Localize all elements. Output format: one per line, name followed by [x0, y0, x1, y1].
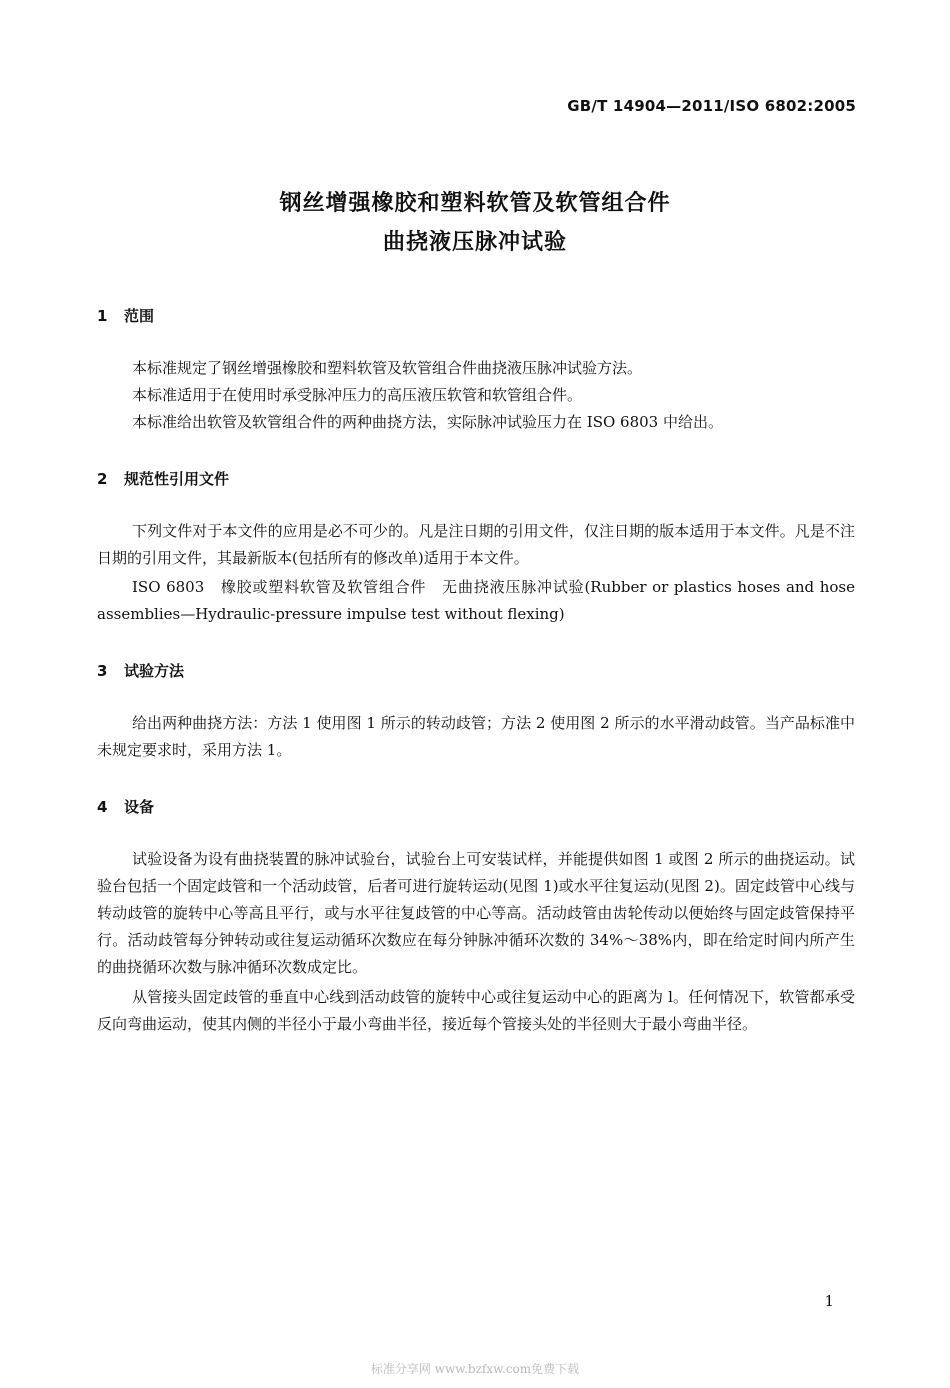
section-4-heading	[97, 796, 154, 817]
paragraph: 本标准给出软管及软管组合件的两种曲挠方法，实际脉冲试验压力在 ISO 6803 中给出。	[132, 413, 723, 431]
section-number: 1	[97, 307, 108, 325]
paragraph: 从管接头固定歧管的垂直中心线到活动歧管的旋转中心或往复运动中心的距离为 l。任何情况下，软管都承受反向弯曲运动，使其内侧的半径小于最小弯曲半径，接近每个管接头处的半径则大于最小弯曲半径。	[97, 988, 855, 1033]
paragraph: 本标准规定了钢丝增强橡胶和塑料软管及软管组合件曲挠液压脉冲试验方法。	[132, 359, 643, 377]
reference-entry: ISO 6803 橡胶或塑料软管及软管组合件 无曲挠液压脉冲试验(Rubber or plastics hoses and hose assemblies—Hydraulic-pressure impulse test without flexing)	[97, 578, 855, 623]
document-title-line-1: 钢丝增强橡胶和塑料软管及软管组合件	[279, 191, 671, 216]
section-number: 2	[97, 470, 108, 488]
page-number: 1	[824, 1292, 834, 1310]
paragraph: 下列文件对于本文件的应用是必不可少的。凡是注日期的引用文件，仅注日期的版本适用于本文件。凡是不注日期的引用文件，其最新版本(包括所有的修改单)适用于本文件。	[97, 522, 855, 567]
paragraph: 给出两种曲挠方法：方法 1 使用图 1 所示的转动歧管；方法 2 使用图 2 所示的水平滑动歧管。当产品标准中未规定要求时，采用方法 1。	[97, 714, 855, 759]
section-number: 3	[97, 662, 108, 680]
paragraph: 本标准适用于在使用时承受脉冲压力的高压液压软管和软管组合件。	[132, 386, 583, 404]
section-title: 设备	[124, 798, 155, 816]
document-title-line-2: 曲挠液压脉冲试验	[382, 230, 567, 255]
section-1-heading	[97, 305, 154, 326]
paragraph: 试验设备为设有曲挠装置的脉冲试验台，试验台上可安装试样，并能提供如图 1 或图 2 所示的曲挠运动。试验台包括一个固定歧管和一个活动歧管，后者可进行旋转运动(见图 1)或水平往复运动(见图 2)。固定歧管中心线与转动歧管的旋转中心等高且平行，或与水平往复歧管的中心等高。活动歧管由齿轮传动以便始终与固定歧管保持平行。活动歧管每分钟转动或往复运动循环次数应在每分钟脉冲循环次数的 34%～38%内，即在给定时间内所产生的曲挠循环次数与脉冲循环次数成定比。	[97, 850, 855, 976]
section-title: 试验方法	[124, 662, 185, 680]
section-title: 规范性引用文件	[124, 470, 230, 488]
section-title: 范围	[124, 307, 155, 325]
section-number: 4	[97, 798, 108, 816]
watermark-text: 标准分享网 www.bzfxw.com免费下载	[370, 1362, 580, 1376]
standard-number: GB/T 14904—2011/ISO 6802:2005	[567, 97, 856, 115]
section-2-heading	[97, 468, 229, 489]
section-3-heading	[97, 660, 184, 681]
